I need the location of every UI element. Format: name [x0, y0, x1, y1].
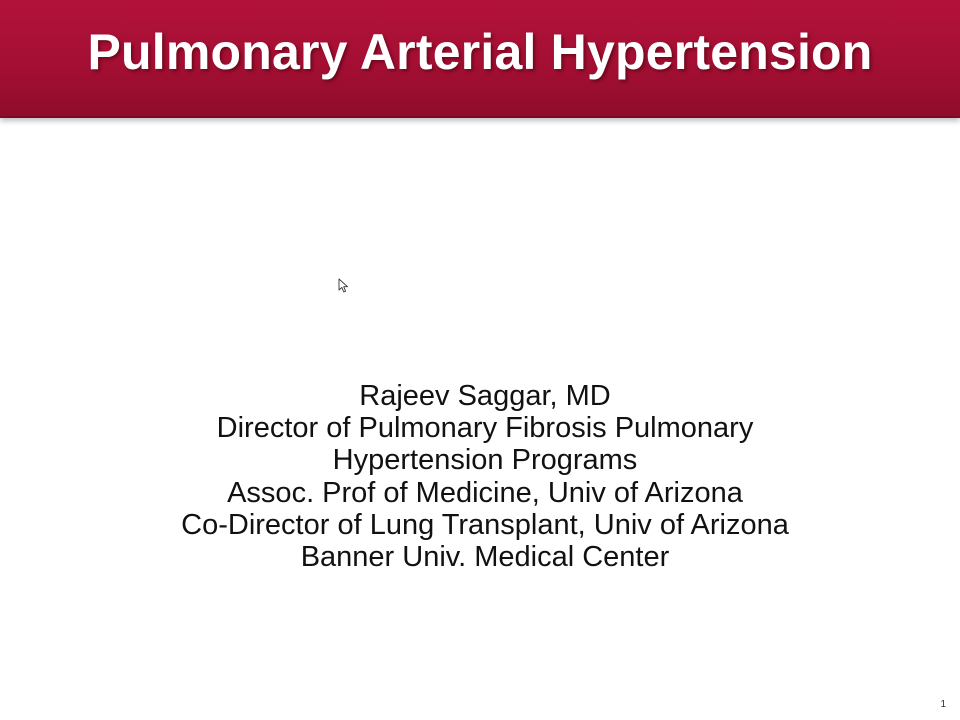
author-title-line-3: Assoc. Prof of Medicine, Univ of Arizona — [227, 476, 743, 509]
author-title-line-1: Director of Pulmonary Fibrosis Pulmonary — [216, 412, 754, 445]
slide-title: Pulmonary Arterial Hypertension — [87, 24, 873, 80]
author-affiliation: Banner Univ. Medical Center — [300, 541, 670, 574]
author-info — [120, 380, 850, 573]
author-title-line-4: Co-Director of Lung Transplant, Univ of Arizona — [181, 508, 789, 541]
author-title-line-2: Hypertension Programs — [332, 444, 638, 477]
slide-number: 1 — [940, 699, 946, 710]
author-name: Rajeev Saggar, MD — [359, 380, 611, 412]
mouse-pointer-icon — [338, 278, 350, 294]
title-banner — [0, 0, 960, 118]
